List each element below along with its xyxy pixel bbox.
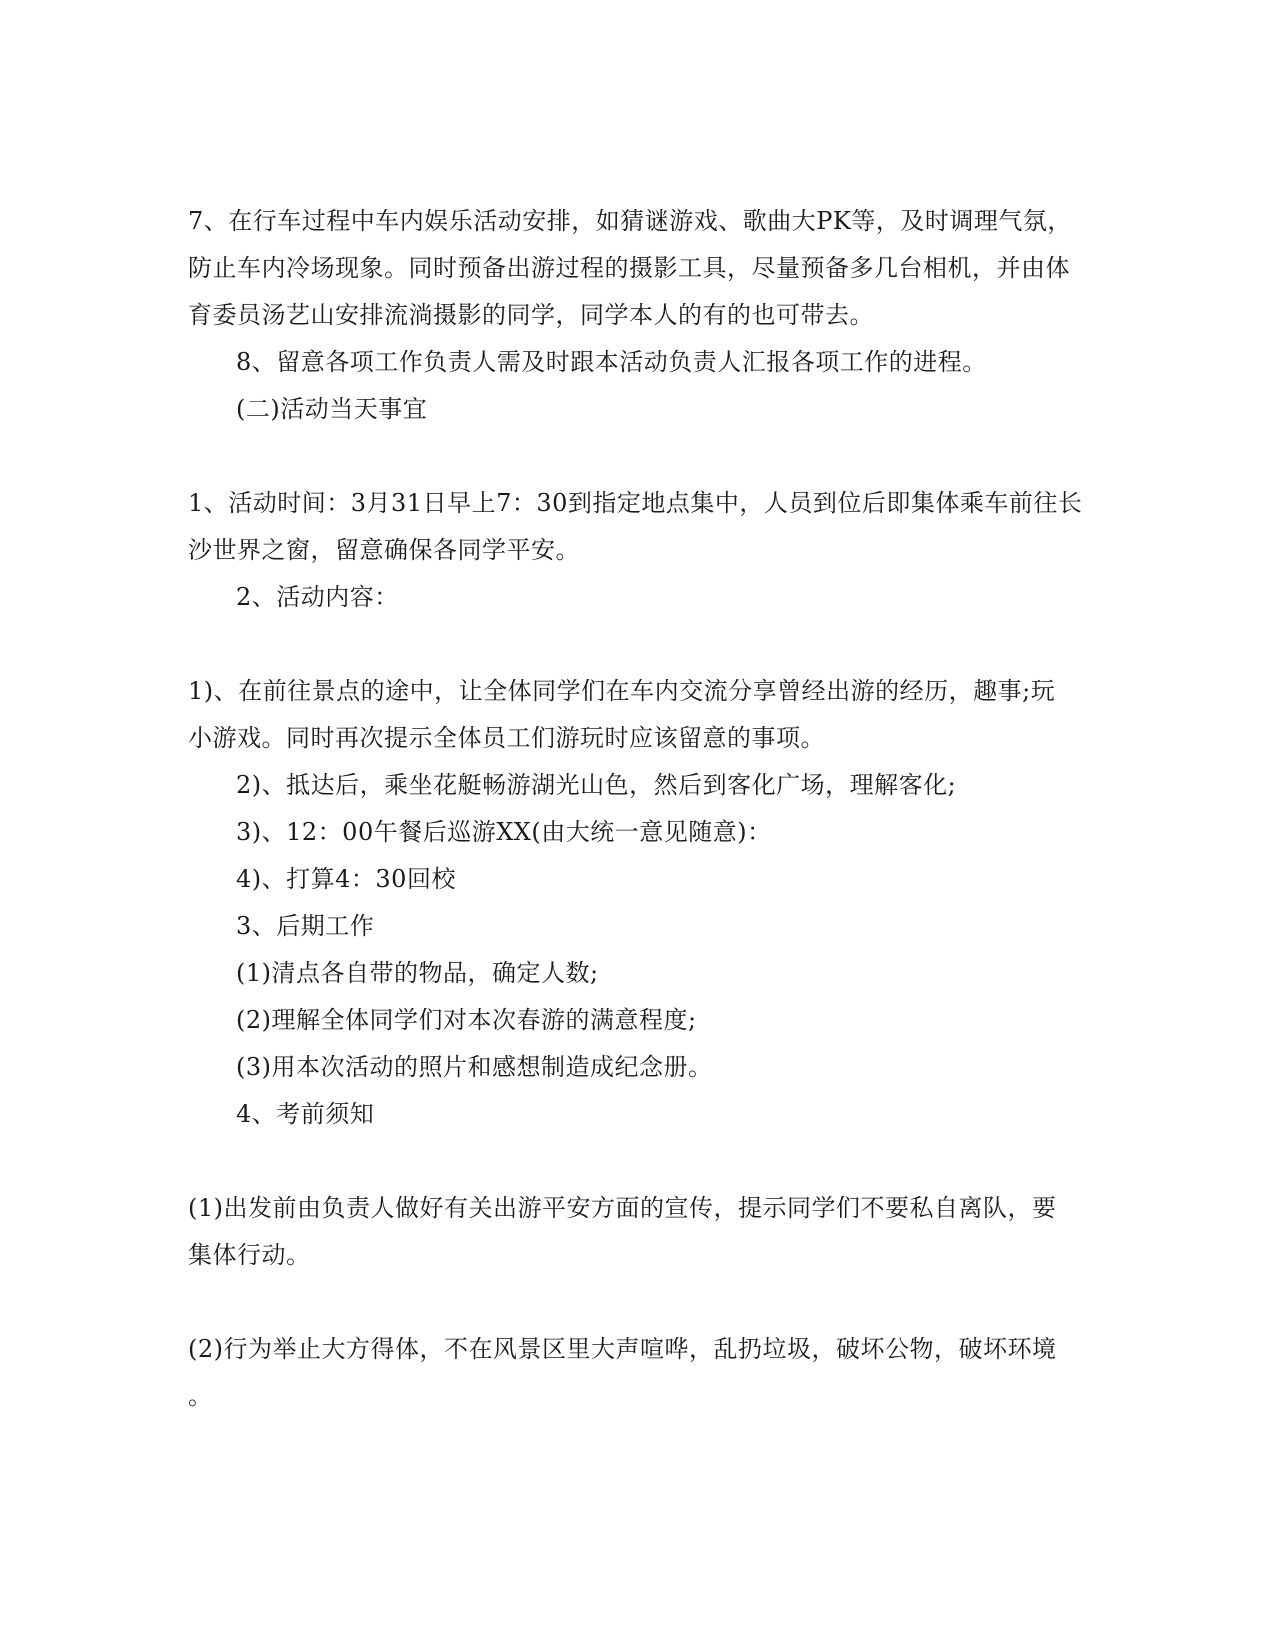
paragraph-line: 1、活动时间：3月31日早上7：30到指定地点集中，人员到位后即集体乘车前往长 bbox=[188, 489, 1083, 517]
list-item: (1)清点各自带的物品，确定人数; bbox=[236, 959, 599, 987]
paragraph-line: (1)出发前由负责人做好有关出游平安方面的宣传，提示同学们不要私自离队，要 bbox=[188, 1194, 1057, 1222]
subsection-heading: 3、后期工作 bbox=[236, 912, 375, 940]
paragraph-line: 7、在行车过程中车内娱乐活动安排，如猜谜游戏、歌曲大PK等，及时调理气氛， bbox=[188, 207, 1072, 235]
paragraph-line: 8、留意各项工作负责人需及时跟本活动负责人汇报各项工作的进程。 bbox=[236, 348, 987, 376]
paragraph-line: 小游戏。同时再次提示全体员工们游玩时应该留意的事项。 bbox=[188, 724, 825, 752]
list-item: (3)用本次活动的照片和感想制造成纪念册。 bbox=[236, 1053, 713, 1081]
list-item: 2)、抵达后，乘坐花艇畅游湖光山色，然后到客化广场，理解客化; bbox=[236, 771, 957, 799]
paragraph-line: 。 bbox=[188, 1382, 213, 1410]
paragraph-line: 沙世界之窗，留意确保各同学平安。 bbox=[188, 536, 580, 564]
paragraph-line: 集体行动。 bbox=[188, 1241, 311, 1269]
paragraph-line: 育委员汤艺山安排流淌摄影的同学，同学本人的有的也可带去。 bbox=[188, 301, 874, 329]
paragraph-line: 1)、在前往景点的途中，让全体同学们在车内交流分享曾经出游的经历，趣事;玩 bbox=[188, 677, 1056, 705]
list-item: 4)、打算4：30回校 bbox=[236, 865, 456, 893]
section-heading: (二)活动当天事宜 bbox=[236, 395, 428, 423]
list-item: 3)、12：00午餐后巡游XX(由大统一意见随意)： bbox=[236, 818, 772, 846]
paragraph-line: (2)行为举止大方得体，不在风景区里大声喧哗，乱扔垃圾，破坏公物，破坏环境 bbox=[188, 1335, 1057, 1363]
subsection-heading: 2、活动内容： bbox=[236, 583, 399, 611]
list-item: (2)理解全体同学们对本次春游的满意程度; bbox=[236, 1006, 697, 1034]
subsection-heading: 4、考前须知 bbox=[236, 1100, 375, 1128]
paragraph-line: 防止车内冷场现象。同时预备出游过程的摄影工具，尽量预备多几台相机，并由体 bbox=[188, 254, 1070, 282]
